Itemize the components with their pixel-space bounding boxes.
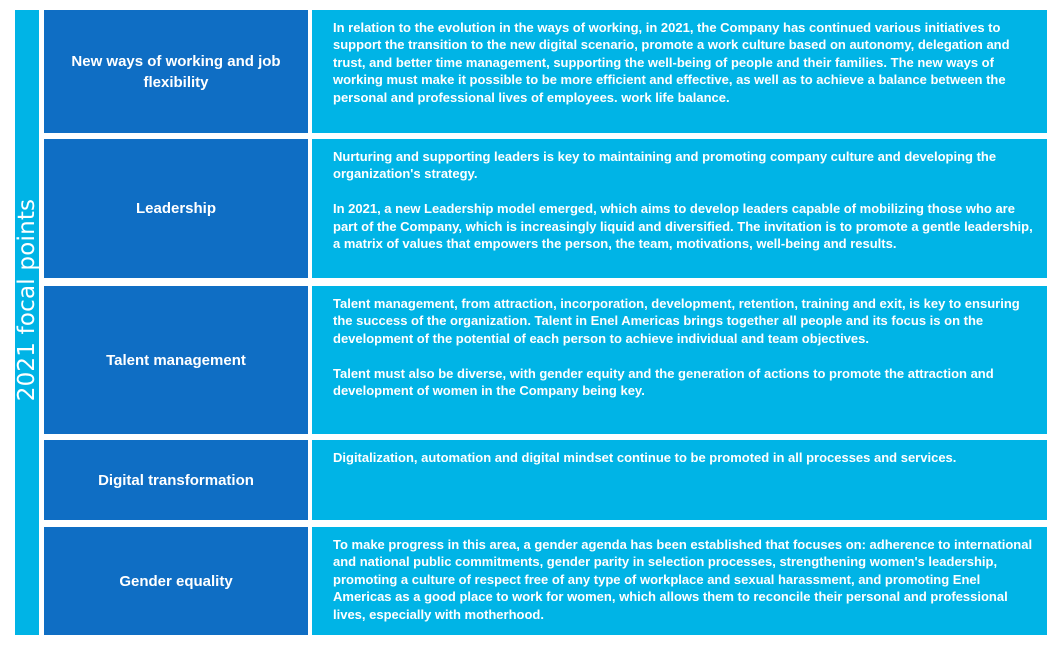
row-paragraph: In relation to the evolution in the ways of working, in 2021, the Company has continued various initiatives to support the transition to the new digital scenario, promote a work culture based on autonomy, delegation and trust, and better time management, supporting the well-being of people and their families. The new ways of working must make it possible to be more efficient and effective, as well as to achieve a balance between the personal and professional lives of employees. work life balance.: [333, 20, 1010, 105]
row-description: [312, 527, 1047, 635]
row-title: New ways of working and job flexibility: [44, 10, 308, 133]
row-title: Talent management: [44, 286, 308, 434]
row-title: Gender equality: [44, 527, 308, 635]
row-description: [312, 139, 1047, 278]
table-row-leadership: [44, 139, 1047, 278]
side-label: 2021 focal points: [14, 198, 40, 402]
table-row-digital-transformation: [44, 440, 1047, 520]
table-row-gender-equality: [44, 527, 1047, 635]
row-description: [312, 286, 1047, 434]
table-row-new-ways-of-working: [44, 10, 1047, 133]
row-paragraph: Talent must also be diverse, with gender equity and the generation of actions to promote the attraction and development of women in the Company being key.: [333, 365, 994, 399]
table-row-talent-management: [44, 286, 1047, 434]
row-paragraph: To make progress in this area, a gender agenda has been established that focuses on: adherence to international and national public commitments, gender parity in selection processes, strengthening women's leadership, promoting a culture of respect free of any type of workplace and sexual harassment, and promoting Enel Americas as a good place to work for women, which allows them to reconcile their personal and professional lives, especially with motherhood.: [333, 537, 1033, 622]
row-description: [312, 440, 1047, 520]
row-paragraph: Talent management, from attraction, incorporation, development, retention, training and exit, is key to ensuring the success of the organization. Talent in Enel Americas brings together all people and its focus is on the development of the potential of each person to achieve individual and team objectives.: [333, 296, 1020, 346]
row-paragraph: In 2021, a new Leadership model emerged, which aims to develop leaders capable of mobilizing those who are part of the Company, which is increasingly liquid and diversified. The invitation is to promote a gentle leadership, a matrix of values that empowers the person, the team, motivations, well-being and results.: [333, 201, 1033, 252]
row-paragraph: Digitalization, automation and digital mindset continue to be promoted in all processes and services.: [333, 450, 957, 465]
row-description: [312, 10, 1047, 133]
row-title: Digital transformation: [44, 440, 308, 520]
row-paragraph: Nurturing and supporting leaders is key to maintaining and promoting company culture and developing the organization's strategy.: [333, 149, 997, 182]
row-title: Leadership: [44, 139, 308, 278]
